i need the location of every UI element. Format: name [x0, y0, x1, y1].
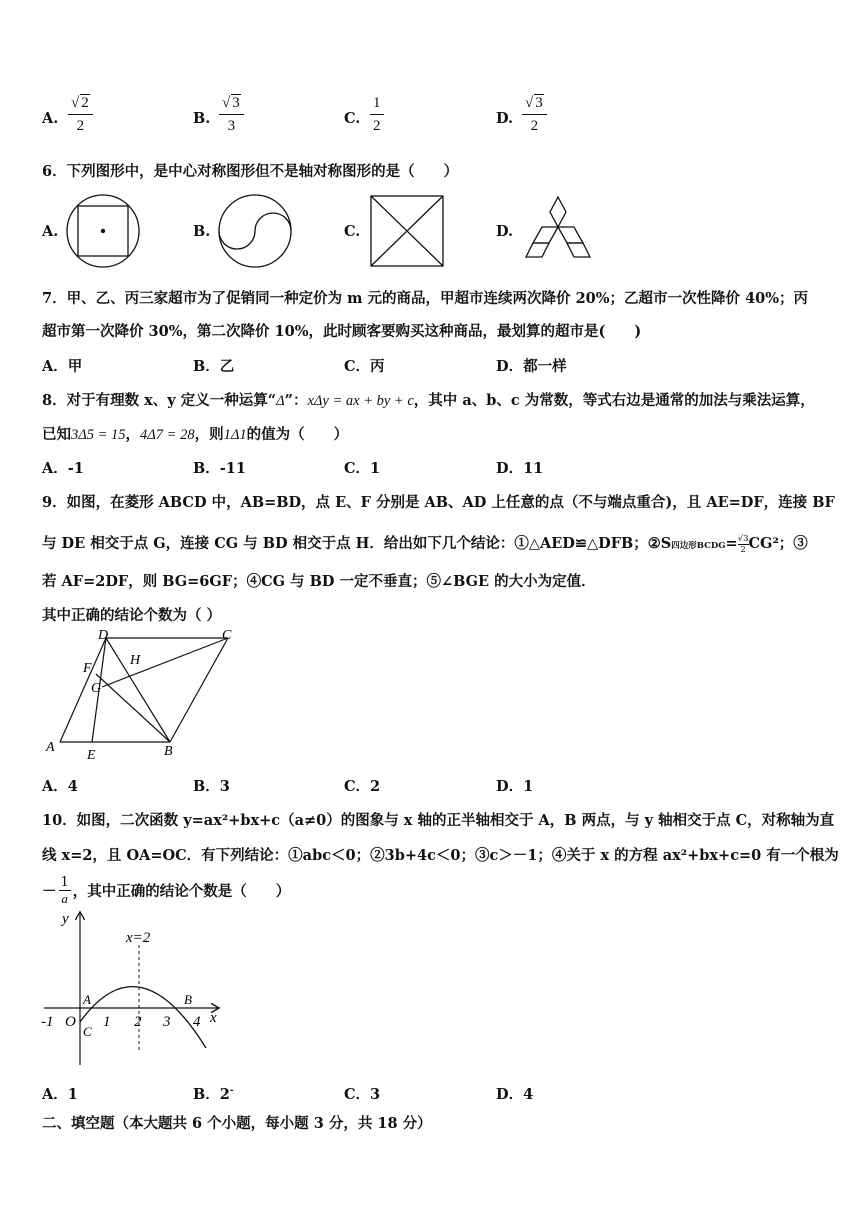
q10-point-b: B [184, 992, 192, 1007]
q9-option-b: B．3 [193, 778, 230, 795]
q5-option-d-fraction: $\frac{√ 3}{2}$ [522, 94, 547, 135]
q9-option-d: D．1 [496, 778, 534, 795]
q8-option-b: B．-11 [193, 460, 246, 477]
q9-option-a: A．4 [42, 778, 78, 795]
q9-point-h: H [130, 653, 141, 668]
q7-option-b: B．乙 [193, 358, 235, 375]
q5-option-c-fraction: $\frac{1}{2}$ [370, 94, 384, 135]
q10-point-a: A [83, 992, 91, 1007]
q10-line-1: 10．如图，二次函数 y=ax²+bx+c（a≠0）的图象与 x 轴的正半轴相交于 A，B 两点，与 y 轴相交于点 C，对称轴为直 [42, 812, 835, 829]
q10-line-2: 线 x=2，且 OA=OC．有下列结论：①abc＜0；②3b+4c＜0；③c＞－1；④关于 x 的方程 ax²+bx+c=0 有一个根为 [42, 847, 839, 864]
q6-figure-b-yin-yang [215, 193, 295, 269]
q6-option-d-label: D. [496, 223, 514, 240]
q8-option-c: C．1 [344, 460, 381, 477]
q10-parabola-graph [36, 905, 236, 1070]
q5-option-b-fraction: $\frac{√ 3}{3}$ [219, 94, 244, 135]
q9-point-f: F [83, 661, 92, 676]
q8-line-1: 8．对于有理数 x、y 定义一种运算“Δ”：xΔy = ax + by + c，其中 a、b、c 为常数，等式右边是通常的加法与乘法运算， [42, 392, 815, 409]
q9-point-a: A [46, 740, 55, 755]
q5-option-a-label: A. [42, 110, 59, 127]
q9-line-1: 9．如图，在菱形 ABCD 中，AB=BD，点 E、F 分别是 AB、AD 上任意的点（不与端点重合)，且 AE=DF，连接 BF [42, 494, 835, 511]
q7-option-a: A．甲 [42, 358, 83, 375]
q10-x-axis-label: x [210, 1010, 217, 1026]
q7-line-1: 7．甲、乙、丙三家超市为了促销同一种定价为 m 元的商品，甲超市连续两次降价 20%；乙超市一次性降价 40%；丙 [42, 290, 809, 307]
q8-option-d: D．11 [496, 460, 544, 477]
q9-line-3: 若 AF=2DF，则 BG=6GF；④CG 与 BD 一定不垂直；⑤∠BGE 的大小为定值． [42, 573, 596, 590]
q6-figure-a-circle-square [62, 193, 142, 269]
q9-point-g: G [91, 681, 102, 696]
q6-figure-d-three-rhombus [518, 193, 602, 269]
q6-figure-c-square-diagonals [368, 193, 448, 269]
q5-option-b-label: B. [193, 110, 211, 127]
q9-rhombus-figure [40, 625, 250, 765]
q8-line-2: 已知3Δ5 = 15，4Δ7 = 28，则1Δ1的值为（ ） [42, 426, 349, 443]
q5-option-c-label: C. [344, 110, 361, 127]
q7-option-c: C．丙 [344, 358, 385, 375]
q9-point-d: D [98, 628, 109, 643]
q9-point-c: C [222, 628, 232, 643]
q10-option-d: D．4 [496, 1086, 534, 1103]
q9-point-e: E [87, 748, 96, 763]
q8-operation-formula: xΔy = ax + by + c [307, 393, 414, 409]
q10-line-3: － 1 a ，其中正确的结论个数是（ ） [42, 875, 291, 906]
q9-line-4: 其中正确的结论个数为（ ） [42, 607, 222, 624]
section-2-heading: 二、填空题（本大题共 6 个小题，每小题 3 分，共 18 分） [42, 1115, 432, 1132]
q10-tick-2: 2 [134, 1014, 142, 1030]
q10-tick-3: 3 [163, 1014, 171, 1030]
q10-tick-1: 1 [103, 1014, 111, 1030]
q9-option-c: C．2 [344, 778, 381, 795]
q10-tick-4: 4 [193, 1014, 201, 1030]
q7-option-d: D．都一样 [496, 358, 567, 375]
q6-option-c-label: C. [344, 223, 361, 240]
q10-option-b: B．2- [193, 1086, 234, 1103]
q10-tick-neg1: -1 [41, 1014, 54, 1030]
q10-option-c: C．3 [344, 1086, 381, 1103]
q9-line-2: 与 DE 相交于点 G，连接 CG 与 BD 相交于点 H．给出如下几个结论：①△AED≌△DFB；②S四边形BCDG= $\frac{√3}{2}$ CG²；③ [42, 533, 808, 555]
q10-y-axis-label: y [62, 911, 69, 927]
q7-line-2: 超市第一次降价 30%，第二次降价 10%，此时顾客要购买这种商品，最划算的超市是( ) [42, 323, 642, 340]
q10-symmetry-axis-label: x=2 [126, 930, 151, 946]
q10-option-a: A．1 [42, 1086, 78, 1103]
q5-option-d-label: D. [496, 110, 514, 127]
q6-stem: 6．下列图形中，是中心对称图形但不是轴对称图形的是（ ） [42, 163, 459, 180]
q10-origin-label: O [65, 1014, 76, 1030]
q9-point-b: B [164, 744, 173, 759]
q10-point-c: C [83, 1024, 92, 1039]
q8-option-a: A．-1 [42, 460, 84, 477]
q5-option-a-fraction: $\frac{√ 2}{2}$ [68, 94, 93, 135]
q6-option-a-label: A. [42, 223, 59, 240]
q6-option-b-label: B. [193, 223, 211, 240]
